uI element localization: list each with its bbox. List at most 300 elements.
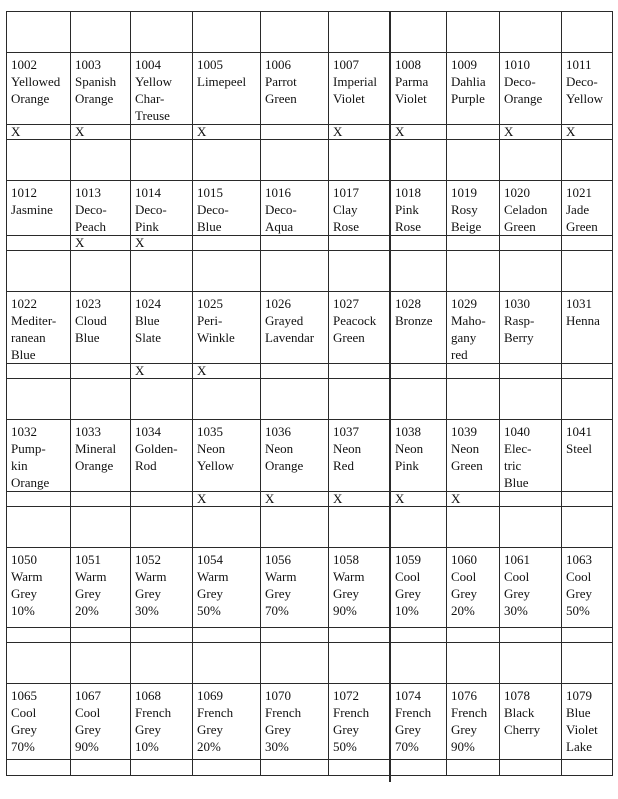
color-name-line: Dahlia	[451, 74, 486, 89]
swatch-row	[7, 643, 613, 684]
color-code: 1026	[265, 296, 291, 311]
color-name-line: Mineral	[75, 441, 117, 456]
color-label-cell	[193, 684, 261, 760]
color-code: 1008	[395, 57, 421, 72]
color-name-line: Jade	[566, 202, 590, 217]
mark-row	[7, 628, 613, 643]
color-label-cell	[562, 420, 613, 492]
color-name-line: Limepeel	[197, 74, 247, 89]
color-name-line: Orange	[504, 91, 543, 106]
color-name-line: 30%	[135, 603, 159, 618]
color-code: 1003	[75, 57, 101, 72]
color-name-line: Purple	[451, 91, 485, 106]
color-name-line: Bronze	[395, 313, 433, 328]
color-code: 1034	[135, 424, 161, 439]
color-swatch-cell	[193, 251, 261, 292]
color-code: 1056	[265, 552, 291, 567]
color-name-line: French	[395, 705, 432, 720]
color-swatch-cell	[71, 507, 131, 548]
color-name-line: Elec-	[504, 441, 532, 456]
color-code: 1017	[333, 185, 359, 200]
color-code: 1061	[504, 552, 530, 567]
color-swatch-cell	[562, 12, 613, 53]
color-code: 1032	[11, 424, 37, 439]
color-name-line: French	[135, 705, 172, 720]
color-code: 1058	[333, 552, 359, 567]
color-label-cell	[7, 548, 71, 628]
color-name-line: Red	[333, 458, 354, 473]
availability-mark	[71, 364, 131, 379]
color-code: 1063	[566, 552, 592, 567]
label-row	[7, 53, 613, 125]
color-name-line: Neon	[451, 441, 480, 456]
color-name-line: Grey	[265, 722, 291, 737]
color-swatch-cell	[500, 507, 562, 548]
availability-mark	[193, 236, 261, 251]
color-label-cell	[193, 181, 261, 236]
color-label-cell	[261, 292, 329, 364]
color-chart-table	[6, 11, 613, 776]
color-label-cell	[7, 181, 71, 236]
availability-mark	[500, 364, 562, 379]
color-name-line: Orange	[11, 91, 50, 106]
color-swatch-cell	[391, 507, 447, 548]
color-swatch-cell	[7, 251, 71, 292]
swatch-row	[7, 12, 613, 53]
color-swatch-cell	[500, 643, 562, 684]
color-chart-page	[6, 11, 612, 782]
color-label-cell	[71, 292, 131, 364]
color-swatch-cell	[131, 140, 193, 181]
color-name-line: Grey	[395, 586, 421, 601]
color-name-line: Yellow	[135, 74, 172, 89]
color-name-line: Green	[504, 219, 536, 234]
color-name-line: Deco-	[504, 74, 536, 89]
color-name-line: Steel	[566, 441, 592, 456]
color-name-line: Grey	[75, 722, 101, 737]
color-code: 1013	[75, 185, 101, 200]
color-code: 1059	[395, 552, 421, 567]
color-swatch-cell	[261, 140, 329, 181]
color-name-line: Jasmine	[11, 202, 53, 217]
availability-mark: X	[71, 125, 131, 140]
color-code: 1035	[197, 424, 223, 439]
availability-mark	[193, 628, 261, 643]
color-code: 1076	[451, 688, 477, 703]
color-label-cell	[329, 292, 391, 364]
color-label-cell	[562, 548, 613, 628]
color-label-cell	[71, 548, 131, 628]
color-name-line: 70%	[395, 739, 419, 754]
color-swatch-cell	[500, 251, 562, 292]
color-label-cell	[261, 420, 329, 492]
availability-mark: X	[329, 492, 391, 507]
availability-mark: X	[447, 492, 500, 507]
swatch-row	[7, 507, 613, 548]
color-label-cell	[193, 420, 261, 492]
color-label-cell	[391, 181, 447, 236]
color-code: 1068	[135, 688, 161, 703]
color-swatch-cell	[329, 379, 391, 420]
color-swatch-cell	[71, 12, 131, 53]
availability-mark	[131, 628, 193, 643]
color-name-line: French	[451, 705, 488, 720]
color-name-line: Grayed	[265, 313, 304, 328]
color-name-line: Rasp-	[504, 313, 535, 328]
color-code: 1023	[75, 296, 101, 311]
color-swatch-cell	[500, 379, 562, 420]
availability-mark	[261, 628, 329, 643]
color-name-line: Peri-	[197, 313, 223, 328]
label-row	[7, 181, 613, 236]
color-label-cell	[562, 53, 613, 125]
color-name-line: Violet	[566, 722, 598, 737]
color-label-cell	[329, 548, 391, 628]
availability-mark	[447, 236, 500, 251]
availability-mark: X	[7, 125, 71, 140]
color-name-line: Cool	[504, 569, 530, 584]
color-swatch-cell	[329, 140, 391, 181]
color-label-cell	[500, 292, 562, 364]
availability-mark	[71, 492, 131, 507]
color-name-line: Orange	[75, 458, 114, 473]
color-code: 1072	[333, 688, 359, 703]
label-row	[7, 420, 613, 492]
color-swatch-cell	[261, 507, 329, 548]
color-code: 1033	[75, 424, 101, 439]
color-swatch-cell	[562, 379, 613, 420]
color-swatch-cell	[500, 140, 562, 181]
availability-mark	[261, 236, 329, 251]
color-name-line: Green	[265, 91, 297, 106]
color-swatch-cell	[562, 140, 613, 181]
color-code: 1041	[566, 424, 592, 439]
color-name-line: Celadon	[504, 202, 548, 217]
color-swatch-cell	[131, 507, 193, 548]
color-name-line: Green	[451, 458, 483, 473]
color-label-cell	[447, 548, 500, 628]
color-label-cell	[329, 684, 391, 760]
label-row	[7, 548, 613, 628]
color-label-cell	[447, 53, 500, 125]
color-name-line: Cool	[395, 569, 421, 584]
color-name-line: Grey	[504, 586, 530, 601]
color-code: 1067	[75, 688, 101, 703]
color-code: 1070	[265, 688, 291, 703]
color-name-line: Warm	[333, 569, 365, 584]
color-label-cell	[193, 292, 261, 364]
color-code: 1015	[197, 185, 223, 200]
color-name-line: Winkle	[197, 330, 235, 345]
color-swatch-cell	[447, 140, 500, 181]
color-label-cell	[193, 548, 261, 628]
availability-mark	[500, 628, 562, 643]
color-label-cell	[261, 53, 329, 125]
availability-mark: X	[71, 236, 131, 251]
color-code: 1029	[451, 296, 477, 311]
color-label-cell	[447, 420, 500, 492]
availability-mark	[261, 364, 329, 379]
color-label-cell	[7, 420, 71, 492]
color-name-line: Aqua	[265, 219, 294, 234]
color-name-line: Black	[504, 705, 535, 720]
color-code: 1069	[197, 688, 223, 703]
color-label-cell	[71, 420, 131, 492]
color-label-cell	[71, 181, 131, 236]
color-label-cell	[261, 548, 329, 628]
color-name-line: Peacock	[333, 313, 377, 328]
color-code: 1007	[333, 57, 359, 72]
color-code: 1065	[11, 688, 37, 703]
availability-mark	[447, 760, 500, 776]
color-name-line: Deco-	[265, 202, 297, 217]
availability-mark: X	[193, 125, 261, 140]
color-label-cell	[71, 53, 131, 125]
color-name-line: French	[197, 705, 234, 720]
swatch-row	[7, 251, 613, 292]
color-name-line: Violet	[395, 91, 427, 106]
availability-mark	[71, 760, 131, 776]
availability-mark	[562, 628, 613, 643]
color-swatch-cell	[329, 507, 391, 548]
color-code: 1078	[504, 688, 530, 703]
color-name-line: Parma	[395, 74, 429, 89]
color-label-cell	[562, 684, 613, 760]
color-name-line: Beige	[451, 219, 482, 234]
color-label-cell	[500, 548, 562, 628]
color-label-cell	[329, 181, 391, 236]
color-code: 1028	[395, 296, 421, 311]
color-name-line: Cool	[451, 569, 477, 584]
color-code: 1036	[265, 424, 291, 439]
color-code: 1074	[395, 688, 421, 703]
color-code: 1004	[135, 57, 161, 72]
color-name-line: Parrot	[265, 74, 297, 89]
color-name-line: Henna	[566, 313, 600, 328]
color-name-line: Green	[566, 219, 598, 234]
color-name-line: Warm	[11, 569, 43, 584]
color-code: 1040	[504, 424, 530, 439]
color-name-line: Neon	[395, 441, 424, 456]
color-swatch-cell	[131, 643, 193, 684]
color-name-line: gany	[451, 330, 477, 345]
color-name-line: 30%	[265, 739, 289, 754]
color-name-line: Cherry	[504, 722, 541, 737]
color-swatch-cell	[71, 643, 131, 684]
color-name-line: Pink	[395, 202, 419, 217]
color-label-cell	[329, 420, 391, 492]
color-name-line: 50%	[566, 603, 590, 618]
color-swatch-cell	[71, 379, 131, 420]
color-name-line: red	[451, 347, 468, 362]
color-name-line: Grey	[395, 722, 421, 737]
color-name-line: 20%	[451, 603, 475, 618]
color-name-line: Imperial	[333, 74, 378, 89]
color-swatch-cell	[261, 379, 329, 420]
color-code: 1037	[333, 424, 359, 439]
color-code: 1009	[451, 57, 477, 72]
color-label-cell	[447, 181, 500, 236]
color-name-line: Char-	[135, 91, 165, 106]
color-swatch-cell	[447, 643, 500, 684]
availability-mark	[329, 364, 391, 379]
label-row	[7, 292, 613, 364]
color-name-line: Pink	[135, 219, 159, 234]
availability-mark: X	[562, 125, 613, 140]
color-code: 1006	[265, 57, 291, 72]
color-label-cell	[7, 53, 71, 125]
color-label-cell	[131, 548, 193, 628]
color-code: 1022	[11, 296, 37, 311]
availability-mark	[7, 628, 71, 643]
availability-mark	[391, 628, 447, 643]
color-label-cell	[500, 53, 562, 125]
color-label-cell	[500, 420, 562, 492]
availability-mark	[391, 236, 447, 251]
color-swatch-cell	[261, 251, 329, 292]
color-name-line: Warm	[197, 569, 229, 584]
color-name-line: Yellow	[566, 91, 603, 106]
color-name-line: Blue	[75, 330, 100, 345]
color-code: 1025	[197, 296, 223, 311]
mark-row	[7, 492, 613, 507]
color-name-line: 70%	[265, 603, 289, 618]
availability-mark	[562, 492, 613, 507]
color-swatch-cell	[261, 643, 329, 684]
color-swatch-cell	[562, 643, 613, 684]
color-name-line: 50%	[333, 739, 357, 754]
color-swatch-cell	[391, 643, 447, 684]
color-label-cell	[261, 684, 329, 760]
color-code: 1019	[451, 185, 477, 200]
availability-mark: X	[131, 236, 193, 251]
color-swatch-cell	[500, 12, 562, 53]
color-name-line: 30%	[504, 603, 528, 618]
availability-mark	[391, 760, 447, 776]
color-code: 1016	[265, 185, 291, 200]
color-name-line: Slate	[135, 330, 161, 345]
color-name-line: Blue	[566, 705, 591, 720]
mark-row	[7, 125, 613, 140]
color-label-cell	[391, 292, 447, 364]
color-swatch-cell	[329, 12, 391, 53]
color-swatch-cell	[131, 12, 193, 53]
availability-mark	[131, 492, 193, 507]
color-swatch-cell	[447, 12, 500, 53]
availability-mark: X	[391, 125, 447, 140]
color-swatch-cell	[131, 251, 193, 292]
color-name-line: Treuse	[135, 108, 170, 123]
color-code: 1021	[566, 185, 592, 200]
color-name-line: Yellowed	[11, 74, 61, 89]
color-name-line: Deco-	[566, 74, 598, 89]
availability-mark	[7, 364, 71, 379]
color-swatch-cell	[261, 12, 329, 53]
color-name-line: Grey	[11, 722, 37, 737]
color-label-cell	[391, 684, 447, 760]
color-code: 1038	[395, 424, 421, 439]
availability-mark	[500, 760, 562, 776]
color-name-line: Orange	[265, 458, 304, 473]
color-label-cell	[131, 420, 193, 492]
color-name-line: Lavendar	[265, 330, 315, 345]
color-name-line: Deco-	[197, 202, 229, 217]
color-code: 1039	[451, 424, 477, 439]
color-name-line: Grey	[566, 586, 592, 601]
color-label-cell	[131, 292, 193, 364]
color-swatch-cell	[131, 379, 193, 420]
color-name-line: Deco-	[75, 202, 107, 217]
color-swatch-cell	[7, 379, 71, 420]
color-name-line: 70%	[11, 739, 35, 754]
color-name-line: 90%	[75, 739, 99, 754]
color-name-line: 10%	[395, 603, 419, 618]
color-name-line: Grey	[197, 722, 223, 737]
color-name-line: Grey	[451, 722, 477, 737]
color-name-line: 10%	[135, 739, 159, 754]
color-code: 1020	[504, 185, 530, 200]
color-label-cell	[261, 181, 329, 236]
color-swatch-cell	[447, 251, 500, 292]
color-swatch-cell	[193, 140, 261, 181]
mark-row	[7, 236, 613, 251]
availability-mark	[500, 236, 562, 251]
availability-mark	[329, 628, 391, 643]
color-name-line: Blue	[504, 475, 529, 490]
availability-mark	[261, 125, 329, 140]
color-name-line: Orange	[75, 91, 114, 106]
color-name-line: Blue	[197, 219, 222, 234]
availability-mark	[193, 760, 261, 776]
color-name-line: Grey	[333, 586, 359, 601]
color-name-line: Grey	[333, 722, 359, 737]
color-name-line: Blue	[11, 347, 36, 362]
color-name-line: Neon	[265, 441, 294, 456]
color-label-cell	[7, 292, 71, 364]
color-swatch-cell	[391, 12, 447, 53]
color-label-cell	[500, 181, 562, 236]
availability-mark: X	[193, 364, 261, 379]
color-name-line: tric	[504, 458, 522, 473]
color-name-line: Orange	[11, 475, 50, 490]
color-code: 1018	[395, 185, 421, 200]
color-name-line: ranean	[11, 330, 46, 345]
color-label-cell	[391, 548, 447, 628]
color-name-line: Grey	[11, 586, 37, 601]
color-name-line: Peach	[75, 219, 107, 234]
color-name-line: Cloud	[75, 313, 107, 328]
color-swatch-cell	[562, 251, 613, 292]
color-code: 1014	[135, 185, 161, 200]
color-label-cell	[131, 684, 193, 760]
color-label-cell	[447, 684, 500, 760]
color-code: 1010	[504, 57, 530, 72]
color-name-line: Lake	[566, 739, 592, 754]
color-name-line: Grey	[75, 586, 101, 601]
color-label-cell	[500, 684, 562, 760]
availability-mark	[71, 628, 131, 643]
color-name-line: Grey	[197, 586, 223, 601]
color-name-line: Grey	[451, 586, 477, 601]
availability-mark	[447, 364, 500, 379]
color-code: 1012	[11, 185, 37, 200]
color-swatch-cell	[447, 379, 500, 420]
color-label-cell	[391, 420, 447, 492]
color-name-line: Blue	[135, 313, 160, 328]
availability-mark	[7, 236, 71, 251]
color-name-line: Grey	[135, 722, 161, 737]
color-swatch-cell	[7, 12, 71, 53]
